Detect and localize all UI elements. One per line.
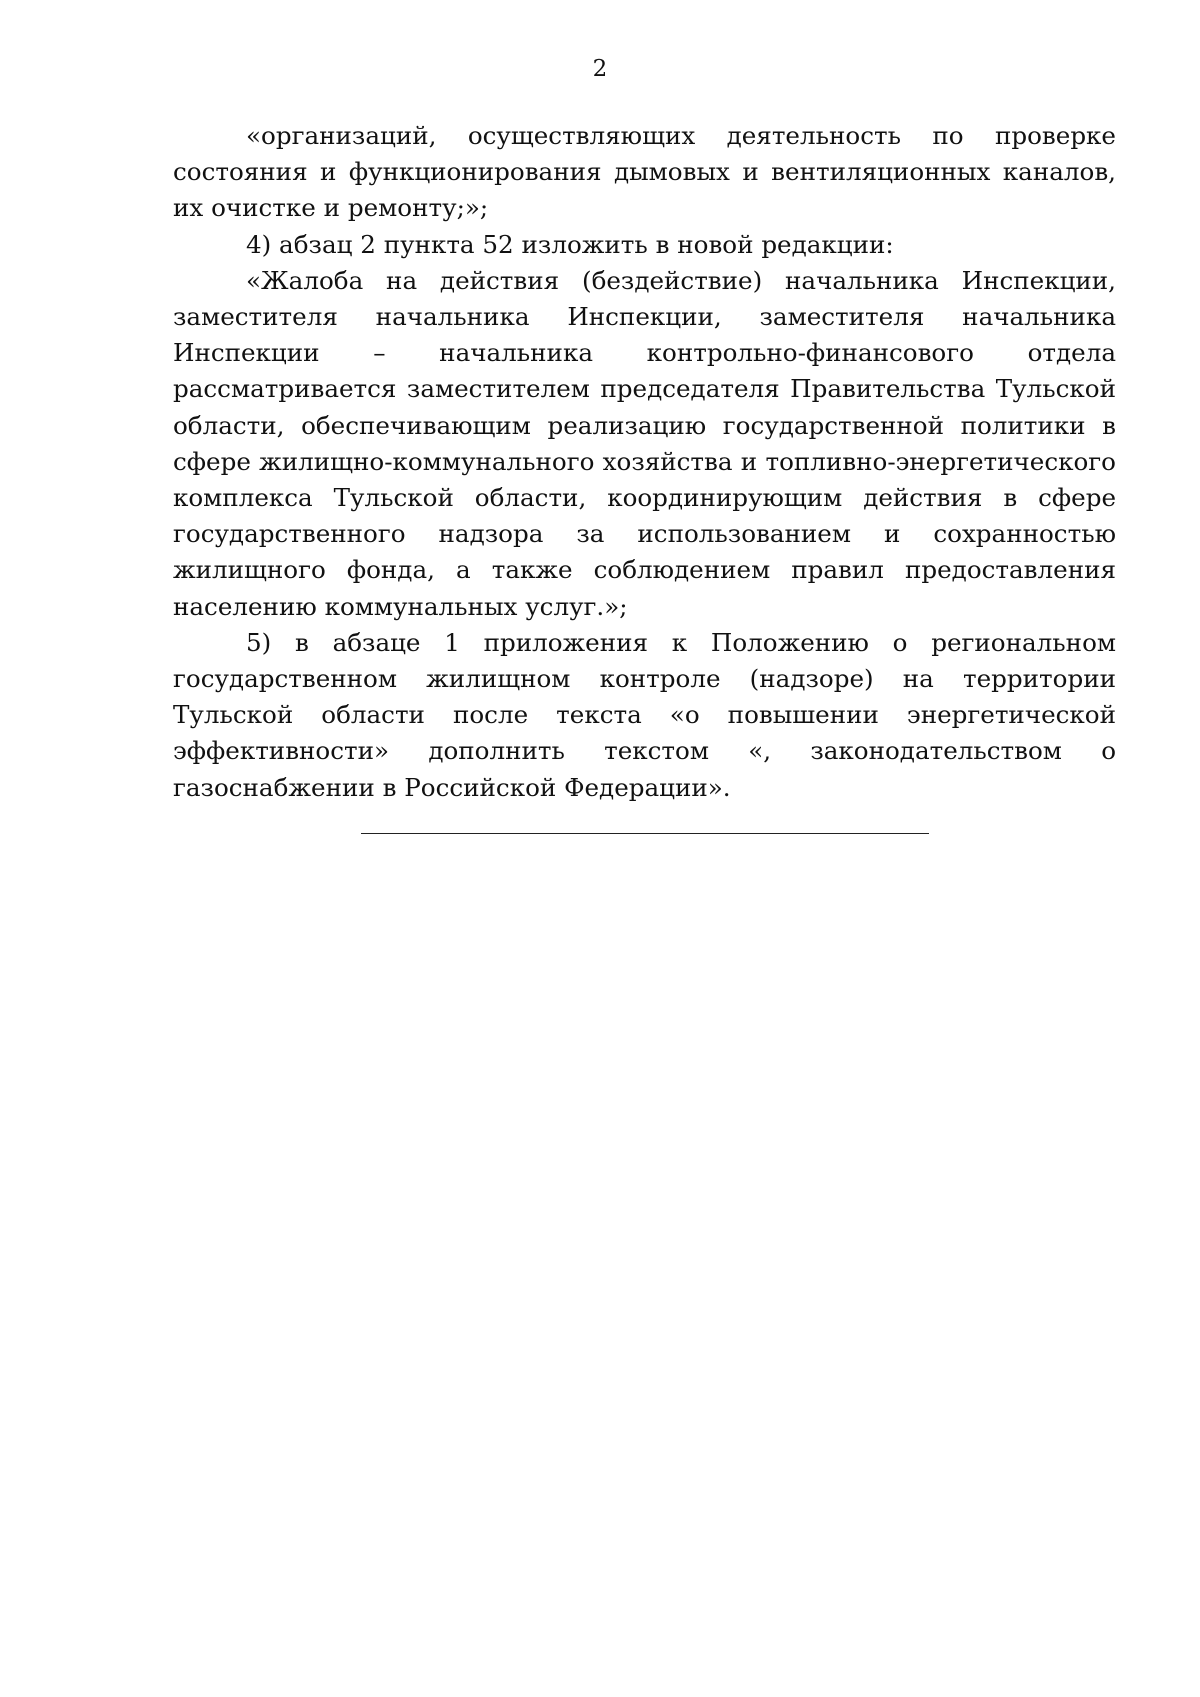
paragraph-item-5: 5) в абзаце 1 приложения к Положению о региональном государственном жилищном контроле (надзоре) на территории Тульской области после текста «о повышении энергетической эффективности» дополнить текстом «, законодательством о газоснабжении в Российской Федерации». — [173, 627, 1116, 802]
page-number: 2 — [592, 56, 608, 82]
closing-divider-line — [361, 833, 929, 834]
paragraph-item-4: 4) абзац 2 пункта 52 изложить в новой редакции: — [246, 229, 894, 259]
paragraph-complaint-quote: «Жалоба на действия (бездействие) начальника Инспекции, заместителя начальника Инспекции, заместителя начальника Инспекции – начальника контрольно-финансового отдела рассматривается заместителем председателя Правительства Тульской области, обеспечивающим реализацию государственной политики в сфере жилищно-коммунального хозяйства и топливно-энергетического комплекса Тульской области, координирующим действия в сфере государственного надзора за использованием и сохранностью жилищного фонда, а также соблюдением правил предоставления населению коммунальных услуг.»; — [173, 265, 1116, 621]
paragraph-organizations-quote: «организаций, осуществляющих деятельность по проверке состояния и функционирования дымовых и вентиляционных каналов, их очистке и ремонту;»; — [173, 121, 1116, 223]
document-body — [173, 118, 1116, 806]
